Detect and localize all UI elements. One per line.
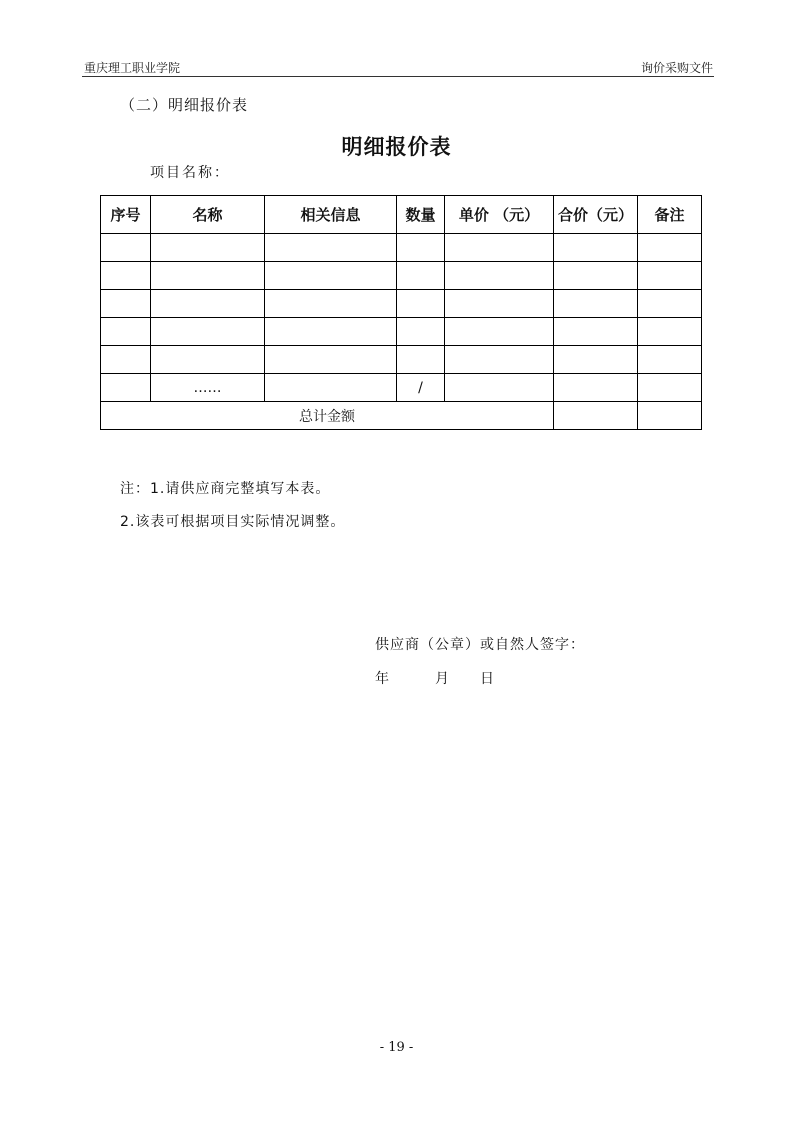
table-cell[interactable] bbox=[397, 290, 445, 318]
total-amount-cell[interactable] bbox=[554, 402, 638, 430]
table-cell[interactable] bbox=[397, 234, 445, 262]
table-cell[interactable] bbox=[554, 234, 638, 262]
project-name-label: 项目名称： bbox=[150, 165, 230, 181]
table-row bbox=[101, 234, 702, 262]
total-remarks-cell[interactable] bbox=[638, 402, 702, 430]
signature-date: 年 月 日 bbox=[375, 671, 495, 687]
column-header-unit-price: 单价 （元） bbox=[445, 196, 554, 234]
table-cell[interactable]: / bbox=[397, 374, 445, 402]
table-row bbox=[101, 290, 702, 318]
table-cell[interactable] bbox=[265, 318, 397, 346]
page-title: 明细报价表 bbox=[341, 135, 452, 159]
table-cell[interactable] bbox=[445, 318, 554, 346]
table-cell[interactable] bbox=[101, 346, 151, 374]
table-cell[interactable] bbox=[151, 318, 265, 346]
column-header-info: 相关信息 bbox=[265, 196, 397, 234]
table-cell[interactable] bbox=[554, 318, 638, 346]
table-cell[interactable] bbox=[554, 290, 638, 318]
table-cell[interactable] bbox=[265, 374, 397, 402]
header-school-name: 重庆理工职业学院 bbox=[84, 61, 181, 75]
table-cell[interactable] bbox=[445, 290, 554, 318]
table-row bbox=[101, 374, 702, 402]
table-cell[interactable] bbox=[101, 318, 151, 346]
table-cell[interactable] bbox=[101, 262, 151, 290]
table-cell[interactable] bbox=[638, 318, 702, 346]
table-cell[interactable] bbox=[638, 374, 702, 402]
table-cell[interactable] bbox=[554, 374, 638, 402]
column-header-quantity: 数量 bbox=[397, 196, 445, 234]
table-cell[interactable]: …… bbox=[151, 374, 265, 402]
table-cell[interactable] bbox=[265, 234, 397, 262]
header-document-type: 询价采购文件 bbox=[640, 61, 713, 75]
column-header-index: 序号 bbox=[101, 196, 151, 234]
note-line-1: 注：1.请供应商完整填写本表。 bbox=[120, 481, 331, 497]
page-number: - 19 - bbox=[379, 1040, 414, 1055]
table-cell[interactable] bbox=[265, 290, 397, 318]
table-cell[interactable] bbox=[638, 234, 702, 262]
table-cell[interactable] bbox=[397, 318, 445, 346]
table-cell[interactable] bbox=[265, 262, 397, 290]
table-cell[interactable] bbox=[554, 262, 638, 290]
table-cell[interactable] bbox=[101, 374, 151, 402]
table-total-row bbox=[101, 402, 702, 430]
table-cell[interactable] bbox=[445, 262, 554, 290]
total-amount-label: 总计金额 bbox=[101, 402, 554, 430]
table-cell[interactable] bbox=[151, 290, 265, 318]
column-header-total-price: 合价（元） bbox=[554, 196, 638, 234]
header-divider bbox=[82, 76, 714, 77]
signature-label: 供应商（公章）或自然人签字： bbox=[375, 637, 585, 653]
table-cell[interactable] bbox=[554, 346, 638, 374]
table-cell[interactable] bbox=[397, 346, 445, 374]
table-cell[interactable] bbox=[265, 346, 397, 374]
table-row bbox=[101, 346, 702, 374]
column-header-name: 名称 bbox=[151, 196, 265, 234]
table-row bbox=[101, 262, 702, 290]
table-cell[interactable] bbox=[638, 290, 702, 318]
table-cell[interactable] bbox=[151, 346, 265, 374]
table-cell[interactable] bbox=[638, 262, 702, 290]
table-cell[interactable] bbox=[445, 374, 554, 402]
table-cell[interactable] bbox=[101, 290, 151, 318]
table-cell[interactable] bbox=[101, 234, 151, 262]
table-cell[interactable] bbox=[151, 234, 265, 262]
table-cell[interactable] bbox=[445, 346, 554, 374]
table-row bbox=[101, 318, 702, 346]
table-header-row bbox=[101, 196, 702, 234]
table-cell[interactable] bbox=[397, 262, 445, 290]
table-cell[interactable] bbox=[151, 262, 265, 290]
table-cell[interactable] bbox=[638, 346, 702, 374]
table-cell[interactable] bbox=[445, 234, 554, 262]
quote-table bbox=[100, 195, 702, 430]
section-heading: （二）明细报价表 bbox=[120, 96, 249, 114]
note-line-2: 2.该表可根据项目实际情况调整。 bbox=[120, 514, 346, 530]
column-header-remarks: 备注 bbox=[638, 196, 702, 234]
